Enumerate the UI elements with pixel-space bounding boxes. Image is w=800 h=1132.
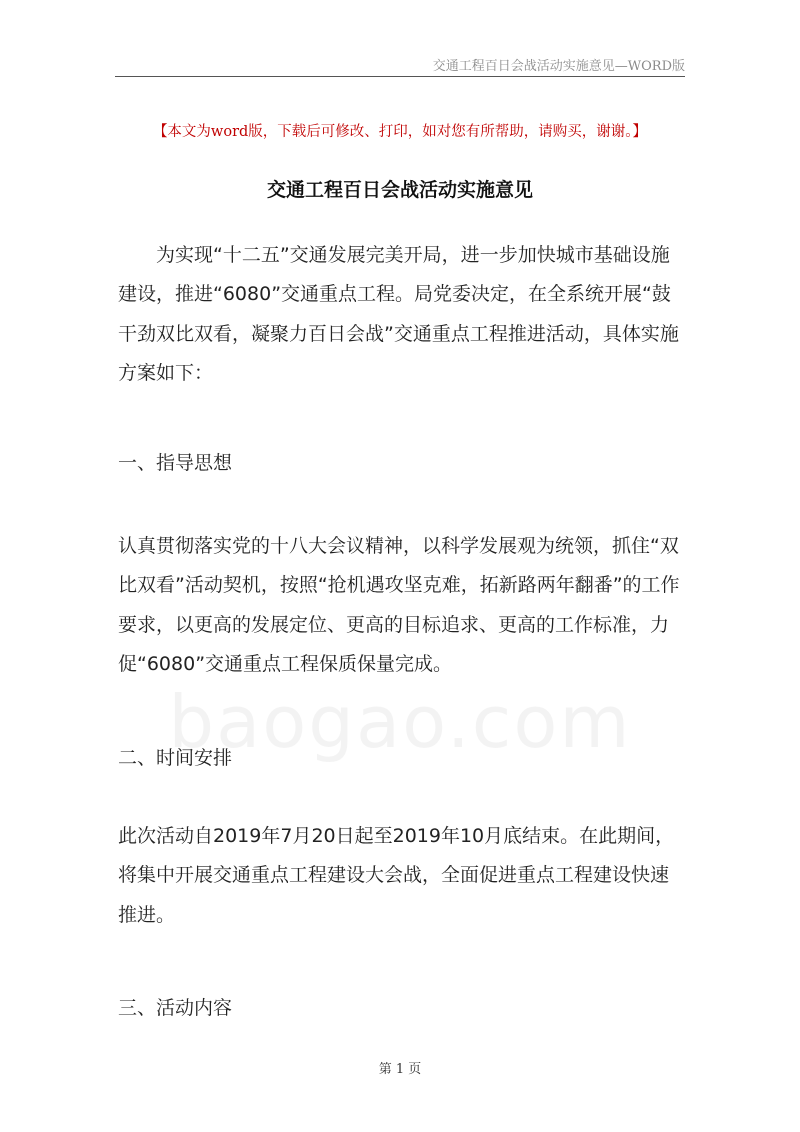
- document-title: 交通工程百日会战活动实施意见: [266, 179, 533, 201]
- section-body-2: 此次活动自2019年7月20日起至2019年10月底结束。在此期间，将集中开展交通重点工程建设大会战，全面促进重点工程建设快速推进。: [118, 825, 675, 926]
- page-number: 第 1 页: [378, 1062, 422, 1077]
- section-heading-3: 三、活动内容: [118, 997, 233, 1019]
- section-heading-1: 一、指导思想: [118, 452, 233, 474]
- watermark: [0, 680, 800, 764]
- page-header: [115, 52, 685, 77]
- intro-paragraph: 为实现“十二五”交通发展完美开局，进一步加快城市基础设施建设，推进“6080”交通重点工程。局党委决定，在全系统开展“鼓干劲双比双看，凝聚力百日会战”交通重点工程推进活动，具体实施方案如下：: [118, 244, 679, 384]
- section-heading-2: 二、时间安排: [118, 747, 233, 769]
- section-body-1: 认真贯彻落实党的十八大会议精神，以科学发展观为统领，抓住“双比双看”活动契机，按照“抢机遇攻坚克难，拓新路两年翻番”的工作要求，以更高的发展定位、更高的目标追求、更高的工作标准，力促“6080”交通重点工程保质保量完成。: [118, 535, 680, 675]
- header-title: 交通工程百日会战活动实施意见—WORD版: [432, 59, 685, 74]
- purchase-notice: 【本文为word版，下载后可修改、打印，如对您有所帮助，请购买，谢谢。】: [152, 124, 648, 140]
